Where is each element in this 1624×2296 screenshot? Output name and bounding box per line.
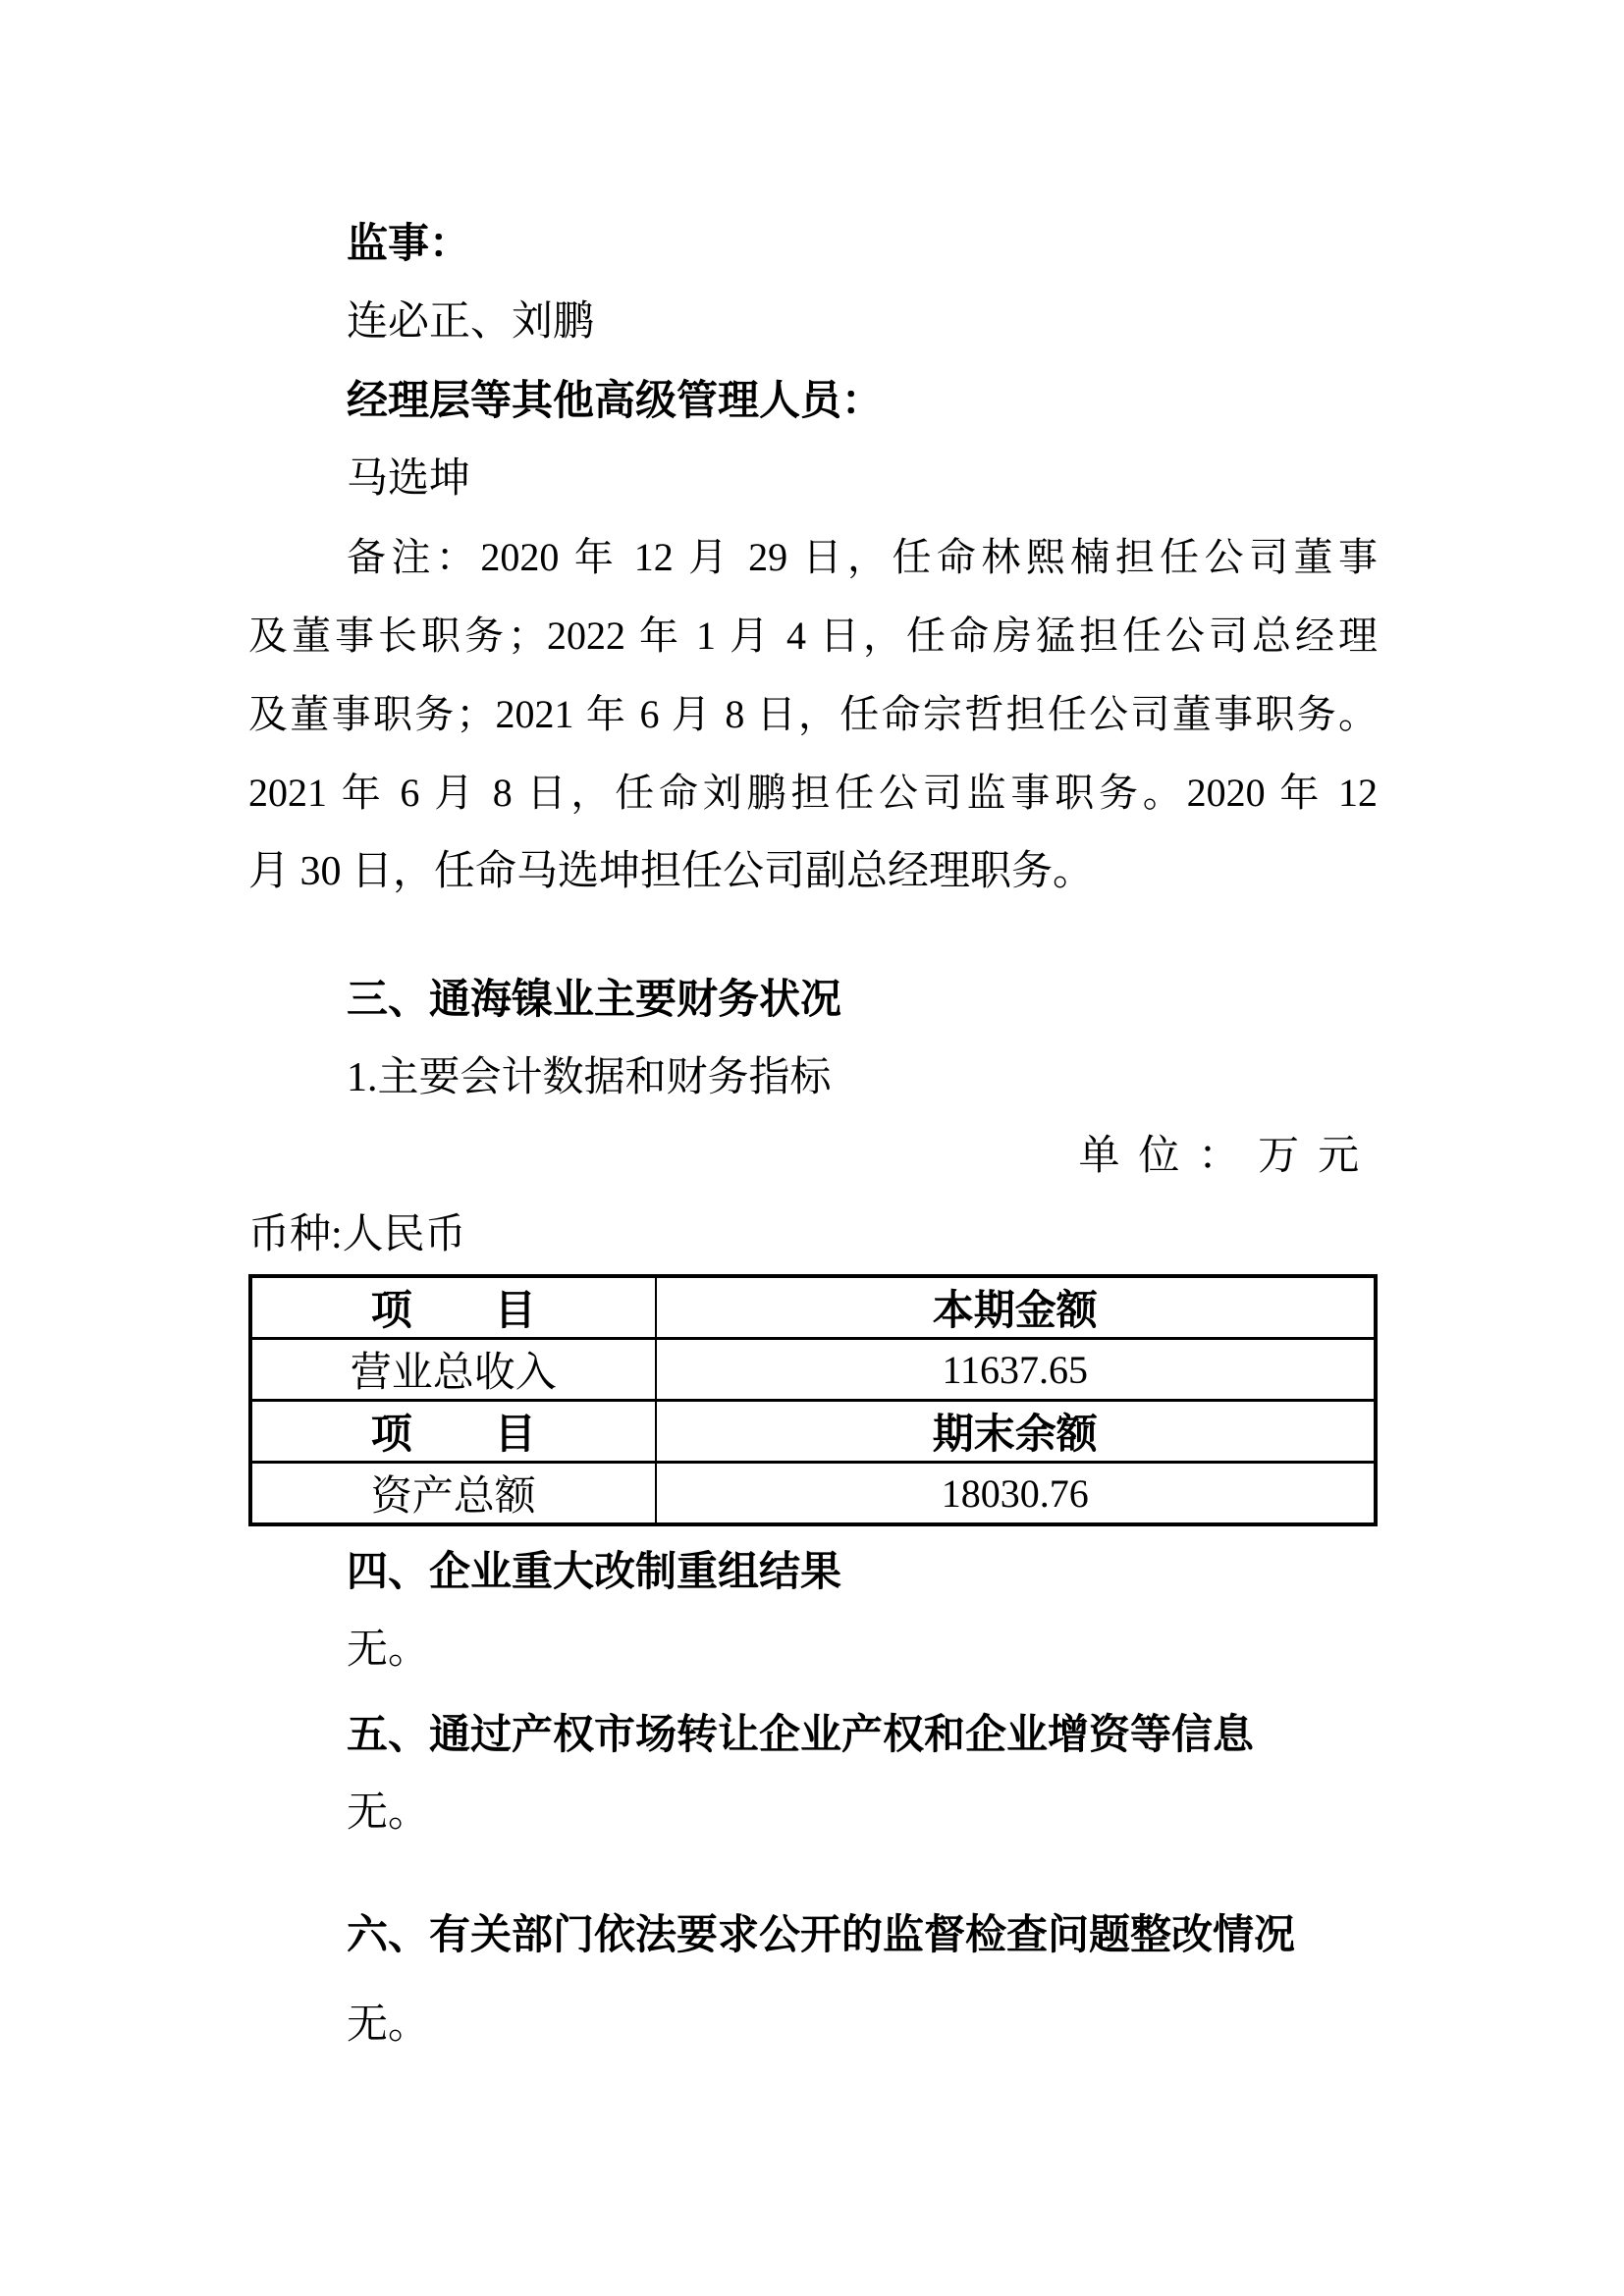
section-4-body: 无。 bbox=[347, 1628, 430, 1673]
table-header-item-label: 项 目 bbox=[250, 1276, 656, 1339]
remark-line: 2021 年 6 月 8 日，任命刘鹏担任公司监事职务。2020 年 12 bbox=[248, 771, 1378, 815]
table-cell-value: 11637.65 bbox=[656, 1339, 1376, 1401]
unit-note: 单位：万元 bbox=[1078, 1134, 1378, 1179]
table-row bbox=[250, 1463, 1376, 1525]
table-header-current-amount: 本期金额 bbox=[656, 1276, 1376, 1339]
table-row bbox=[250, 1339, 1376, 1401]
supervisors-heading: 监事： bbox=[347, 220, 471, 266]
remark-line: 备注：2020 年 12 月 29 日，任命林熙楠担任公司董事 bbox=[347, 535, 1378, 579]
section-5-heading: 五、通过产权市场转让企业产权和企业增资等信息 bbox=[347, 1711, 1255, 1757]
table-header-row bbox=[250, 1276, 1376, 1339]
table-header-ending-balance: 期末余额 bbox=[656, 1401, 1376, 1463]
supervisors-names: 连必正、刘鹏 bbox=[347, 299, 595, 345]
currency-note: 币种:人民币 bbox=[248, 1212, 466, 1257]
remark-line: 及董事职务；2021 年 6 月 8 日，任命宗哲担任公司董事职务。 bbox=[248, 692, 1378, 736]
section-4-heading: 四、企业重大改制重组结果 bbox=[347, 1548, 842, 1594]
finance-section-heading: 三、通海镍业主要财务状况 bbox=[347, 976, 842, 1022]
finance-subheading: 1.主要会计数据和财务指标 bbox=[347, 1055, 832, 1100]
table-header-item-label: 项 目 bbox=[250, 1401, 656, 1463]
executives-heading: 经理层等其他高级管理人员： bbox=[347, 377, 884, 423]
financial-table bbox=[248, 1274, 1378, 1526]
executives-names: 马选坤 bbox=[347, 456, 471, 502]
table-cell-label: 营业总收入 bbox=[250, 1339, 656, 1401]
remark-line: 及董事长职务；2022 年 1 月 4 日，任命房猛担任公司总经理 bbox=[248, 614, 1378, 658]
remark-line: 月 30 日，任命马选坤担任公司副总经理职务。 bbox=[248, 849, 1095, 894]
section-5-body: 无。 bbox=[347, 1790, 430, 1836]
table-cell-value: 18030.76 bbox=[656, 1463, 1376, 1525]
document-content bbox=[248, 204, 1378, 2064]
table-header-row bbox=[250, 1401, 1376, 1463]
section-6-body: 无。 bbox=[347, 2002, 430, 2048]
table-cell-label: 资产总额 bbox=[250, 1463, 656, 1525]
section-6-heading: 六、有关部门依法要求公开的监督检查问题整改情况 bbox=[347, 1911, 1296, 1957]
